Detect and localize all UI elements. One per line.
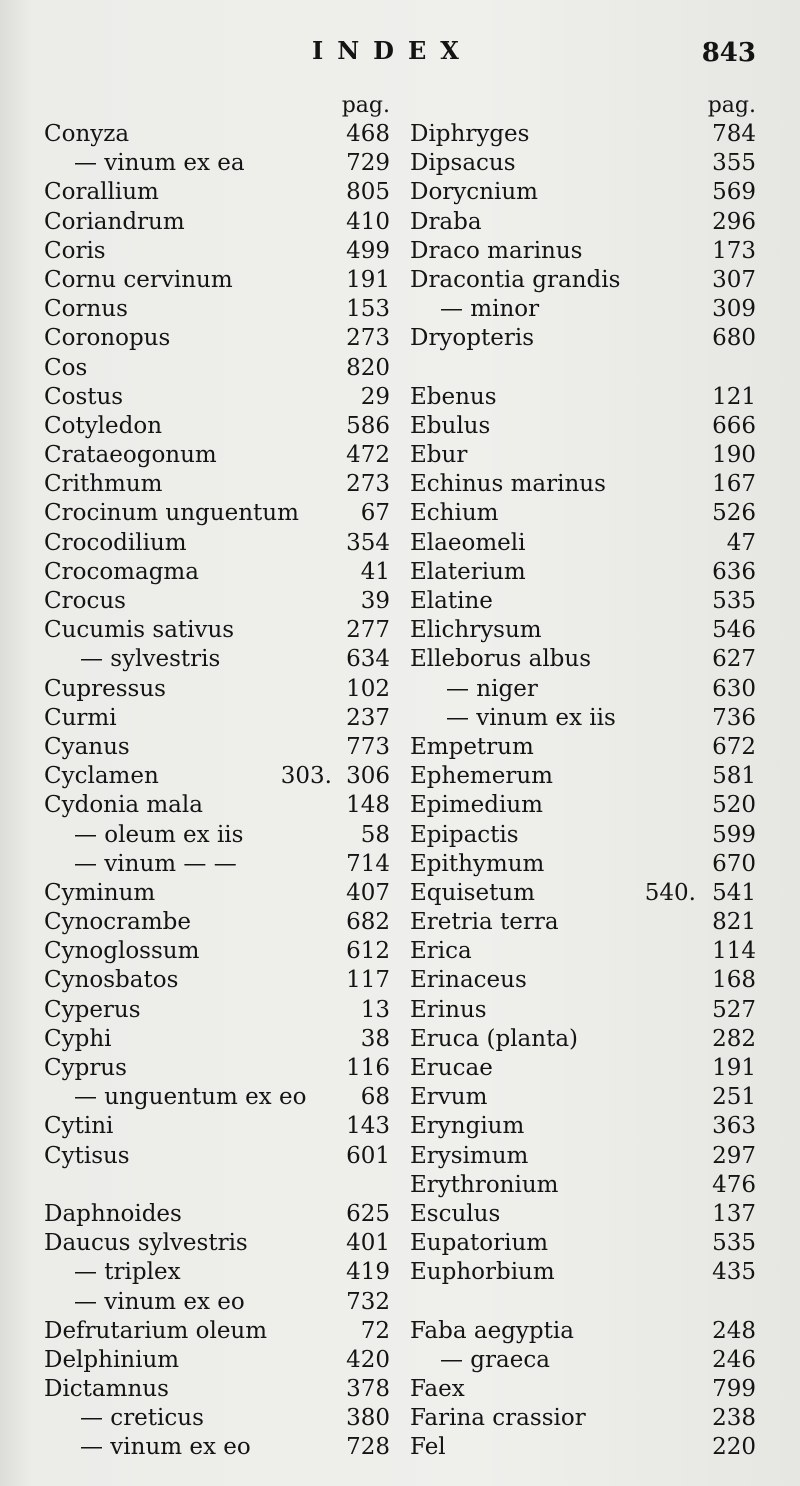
index-term: Fel [410, 1434, 446, 1461]
index-page-ref: 472 [346, 442, 390, 469]
index-page-ref: 670 [712, 850, 756, 877]
index-page-ref: 581 [712, 763, 756, 790]
index-entry [410, 966, 756, 995]
index-page-ref: 682 [346, 909, 390, 936]
index-term: Crocomagma [44, 558, 199, 585]
index-page-ref: 72 [360, 1317, 390, 1344]
index-term: Erinaceus [410, 967, 527, 994]
index-term: Erinus [410, 996, 487, 1023]
index-term: Epipactis [410, 821, 519, 848]
index-term: Eretria terra [410, 909, 559, 936]
index-entry [410, 208, 756, 237]
index-entry [44, 354, 390, 383]
index-page-ref: 306 [346, 763, 390, 790]
page-title: INDEX [312, 36, 473, 65]
index-term: Crithmum [44, 471, 163, 498]
index-entry [410, 1346, 756, 1375]
index-page-ref: 237 [346, 704, 390, 731]
index-page-ref: 137 [712, 1200, 756, 1227]
index-page-ref-secondary: 303. [280, 763, 332, 790]
index-entry [44, 937, 390, 966]
index-page-ref: 248 [712, 1317, 756, 1344]
index-entry [410, 879, 756, 908]
index-term: Cytini [44, 1113, 114, 1140]
index-term: Crataeogonum [44, 442, 217, 469]
index-page-ref: 167 [712, 471, 756, 498]
index-entry [410, 1200, 756, 1229]
index-term: Elaeomeli [410, 529, 526, 556]
index-term: Dictamnus [44, 1376, 169, 1403]
index-term: Cucumis sativus [44, 617, 235, 644]
index-term: Cotyledon [44, 412, 163, 439]
index-page-ref: 13 [360, 996, 390, 1023]
index-entry [44, 1346, 390, 1375]
index-entry [44, 966, 390, 995]
index-term: Cynocrambe [44, 909, 191, 936]
index-page-ref: 410 [346, 208, 390, 235]
index-entry [44, 208, 390, 237]
index-page-ref: 627 [712, 646, 756, 673]
index-term: Costus [44, 383, 124, 410]
index-term: — creticus [80, 1405, 204, 1432]
index-entry [44, 383, 390, 412]
index-term: Ebenus [410, 383, 497, 410]
index-page-ref-secondary: 540. [644, 879, 696, 906]
index-entry [410, 937, 756, 966]
index-entry [44, 1404, 390, 1433]
index-page-ref: 526 [712, 500, 756, 527]
index-entry [44, 441, 390, 470]
index-page-ref: 282 [712, 1025, 756, 1052]
index-page-ref: 190 [712, 442, 756, 469]
index-page-ref: 153 [346, 296, 390, 323]
index-page-ref: 601 [346, 1142, 390, 1169]
index-page-ref: 821 [712, 909, 756, 936]
pag-label: pag. [341, 93, 390, 118]
index-term: — vinum ex iis [446, 704, 616, 731]
index-term: Faex [410, 1376, 465, 1403]
index-page-ref: 527 [712, 996, 756, 1023]
index-term: — oleum ex iis [74, 821, 244, 848]
index-entry [44, 1112, 390, 1141]
index-page-ref: 102 [346, 675, 390, 702]
index-entry [44, 412, 390, 441]
index-column-right [410, 92, 756, 1463]
index-page-ref: 277 [346, 617, 390, 644]
index-page-ref: 476 [712, 1171, 756, 1198]
index-page-ref: 666 [712, 412, 756, 439]
index-term: Coronopus [44, 325, 171, 352]
index-term: Ephemerum [410, 763, 553, 790]
index-term: Elaterium [410, 558, 526, 585]
index-entry [410, 1433, 756, 1462]
index-term: Cynosbatos [44, 967, 179, 994]
index-page-ref: 546 [712, 617, 756, 644]
index-term: Cupressus [44, 675, 166, 702]
index-page-ref: 121 [712, 383, 756, 410]
index-term: Dipsacus [410, 150, 516, 177]
index-entry [44, 996, 390, 1025]
index-entry [410, 733, 756, 762]
index-page-ref: 728 [346, 1434, 390, 1461]
index-entry [44, 1288, 390, 1317]
index-term: Curmi [44, 704, 117, 731]
index-entry [44, 1025, 390, 1054]
index-term: Erica [410, 938, 472, 965]
index-page-ref: 380 [346, 1405, 390, 1432]
index-term: Cyperus [44, 996, 141, 1023]
index-page-ref: 634 [346, 646, 390, 673]
index-entry [410, 616, 756, 645]
index-entry [44, 733, 390, 762]
index-page-ref: 714 [346, 850, 390, 877]
index-page-ref: 297 [712, 1142, 756, 1169]
index-page-ref: 68 [360, 1084, 390, 1111]
index-page-ref: 773 [346, 733, 390, 760]
index-term: — vinum ex eo [74, 1288, 245, 1315]
index-page-ref: 729 [346, 150, 390, 177]
index-page-ref: 612 [346, 938, 390, 965]
index-entry [44, 1083, 390, 1112]
index-entry [410, 1229, 756, 1258]
index-page-ref: 569 [712, 179, 756, 206]
index-entry [44, 1433, 390, 1462]
index-page-ref: 799 [712, 1376, 756, 1403]
index-page-ref: 401 [346, 1230, 390, 1257]
index-term: Echium [410, 500, 499, 527]
index-page-ref: 636 [712, 558, 756, 585]
index-entry [410, 120, 756, 149]
index-term: Coris [44, 237, 106, 264]
index-entry [410, 791, 756, 820]
index-entry [44, 1054, 390, 1083]
index-entry [410, 324, 756, 353]
index-page-ref: 116 [346, 1055, 390, 1081]
index-term: Epimedium [410, 792, 543, 819]
index-term: Esculus [410, 1200, 501, 1227]
index-entry [44, 529, 390, 558]
index-page-ref: 246 [712, 1346, 756, 1373]
index-term: Cydonia mala [44, 792, 203, 819]
index-entry [410, 295, 756, 324]
index-entry [410, 675, 756, 704]
index-page-ref: 541 [712, 879, 756, 906]
index-term: Daphnoides [44, 1200, 182, 1227]
index-page-ref: 273 [346, 471, 390, 498]
index-term: Delphinium [44, 1346, 180, 1373]
index-entry [44, 1200, 390, 1229]
index-page-ref: 435 [712, 1259, 756, 1286]
index-entry [44, 1317, 390, 1346]
index-entry [410, 908, 756, 937]
index-term: Farina crassior [410, 1405, 586, 1432]
index-entry [410, 850, 756, 879]
index-term: Elatine [410, 588, 493, 614]
index-entry [410, 821, 756, 850]
index-page-ref: 41 [360, 558, 390, 585]
index-page-ref: 520 [712, 792, 756, 819]
index-page-ref: 535 [712, 1230, 756, 1257]
index-term: Eryngium [410, 1113, 525, 1140]
index-term: Crocus [44, 588, 126, 614]
index-entry [44, 675, 390, 704]
index-entry [410, 1375, 756, 1404]
index-entry [410, 587, 756, 616]
index-entry [44, 704, 390, 733]
index-term: Cos [44, 354, 88, 381]
index-page-ref: 38 [360, 1025, 390, 1052]
index-entry [410, 383, 756, 412]
index-entry [44, 295, 390, 324]
index-page-ref: 354 [346, 529, 390, 556]
index-page-ref: 296 [712, 208, 756, 235]
index-entry [44, 324, 390, 353]
index-page-ref: 273 [346, 325, 390, 352]
index-page-ref: 191 [712, 1055, 756, 1081]
index-page-ref: 419 [346, 1259, 390, 1286]
index-entry [410, 237, 756, 266]
index-entry [44, 908, 390, 937]
index-page-ref: 355 [712, 150, 756, 177]
index-entry [44, 1258, 390, 1287]
index-entry [44, 821, 390, 850]
index-term: Empetrum [410, 733, 534, 760]
index-page-ref: 148 [346, 792, 390, 819]
index-term: Corallium [44, 179, 159, 206]
index-term: Elichrysum [410, 617, 542, 644]
index-term: Eruca (planta) [410, 1025, 579, 1052]
index-term: Coriandrum [44, 208, 185, 235]
index-page-ref: 736 [712, 704, 756, 731]
index-entry [410, 1317, 756, 1346]
index-term: Euphorbium [410, 1259, 555, 1286]
page-number: 843 [701, 38, 756, 68]
index-page-ref: 143 [346, 1113, 390, 1140]
index-term: — sylvestris [80, 646, 221, 673]
index-entry [410, 645, 756, 674]
index-page-ref: 363 [712, 1113, 756, 1140]
index-entry [410, 558, 756, 587]
index-entry [410, 470, 756, 499]
index-page-ref: 251 [712, 1084, 756, 1111]
index-term: Draba [410, 208, 482, 235]
index-term: Dorycnium [410, 179, 538, 206]
index-term: Ebulus [410, 412, 491, 439]
index-term: Cyprus [44, 1055, 127, 1081]
index-page-ref: 309 [712, 296, 756, 323]
index-page-ref: 420 [346, 1346, 390, 1373]
index-page-ref: 47 [726, 529, 756, 556]
index-page-ref: 535 [712, 588, 756, 614]
index-page-ref: 307 [712, 266, 756, 293]
index-page-ref: 238 [712, 1405, 756, 1432]
index-term: Epithymum [410, 850, 545, 877]
index-entry [410, 1112, 756, 1141]
index-entry [44, 645, 390, 674]
index-term: Cornus [44, 296, 128, 323]
index-entry [44, 879, 390, 908]
index-entry [410, 412, 756, 441]
index-entry [410, 1083, 756, 1112]
index-page-ref: 499 [346, 237, 390, 264]
pag-label: pag. [707, 93, 756, 118]
index-term: Crocodilium [44, 529, 187, 556]
index-term: Erucae [410, 1055, 493, 1081]
index-term: Ebur [410, 442, 468, 469]
index-term: Diphryges [410, 121, 530, 147]
index-entry [410, 266, 756, 295]
index-entry [410, 704, 756, 733]
index-entry [410, 762, 756, 791]
page-header [0, 34, 800, 74]
section-gap [44, 1171, 390, 1200]
index-page-ref: 117 [346, 967, 390, 994]
index-page-ref: 680 [712, 325, 756, 352]
index-page-ref: 191 [346, 266, 390, 293]
index-term: Daucus sylvestris [44, 1230, 248, 1257]
index-entry [410, 996, 756, 1025]
index-page-ref: 58 [360, 821, 390, 848]
index-entry [410, 529, 756, 558]
index-entry [410, 1171, 756, 1200]
index-term: Conyza [44, 121, 130, 147]
index-page-ref: 67 [360, 500, 390, 527]
index-term: Cynoglossum [44, 938, 200, 965]
index-entry [44, 178, 390, 207]
index-page-ref: 805 [346, 179, 390, 206]
index-entry [44, 587, 390, 616]
index-term: — minor [440, 296, 540, 323]
index-term: Draco marinus [410, 237, 583, 264]
index-page-ref: 407 [346, 879, 390, 906]
index-entry [44, 266, 390, 295]
index-page-ref: 599 [712, 821, 756, 848]
index-page-ref: 625 [346, 1200, 390, 1227]
index-entry [410, 1258, 756, 1287]
index-page-ref: 114 [712, 938, 756, 965]
section-gap [410, 354, 756, 383]
index-entry [44, 1229, 390, 1258]
index-entry [44, 791, 390, 820]
index-entry [44, 558, 390, 587]
index-page-ref: 378 [346, 1376, 390, 1403]
index-term: Dryopteris [410, 325, 535, 352]
index-term: Cornu cervinum [44, 266, 233, 293]
index-page-ref: 39 [360, 588, 390, 614]
index-page-ref: 29 [360, 383, 390, 410]
index-page-ref: 173 [712, 237, 756, 264]
index-entry [44, 762, 390, 791]
index-term: — triplex [74, 1259, 181, 1286]
index-entry [410, 441, 756, 470]
index-entry [410, 1054, 756, 1083]
index-term: Erythronium [410, 1171, 559, 1198]
index-entry [410, 1025, 756, 1054]
index-entry [44, 499, 390, 528]
index-page-ref: 672 [712, 733, 756, 760]
index-term: — unguentum ex eo [74, 1084, 307, 1111]
index-entry [410, 499, 756, 528]
index-entry [44, 120, 390, 149]
index-term: Elleborus albus [410, 646, 592, 673]
index-term: Faba aegyptia [410, 1317, 574, 1344]
index-entry [44, 237, 390, 266]
index-entry [44, 1142, 390, 1171]
index-page-ref: 784 [712, 121, 756, 147]
index-page-ref: 168 [712, 967, 756, 994]
index-term: Defrutarium oleum [44, 1317, 268, 1344]
section-gap [410, 1288, 756, 1317]
index-term: Cyphi [44, 1025, 112, 1052]
index-column-left [44, 92, 390, 1463]
index-term: — vinum ex eo [80, 1434, 251, 1461]
index-page-ref: 468 [346, 121, 390, 147]
index-entry [44, 1375, 390, 1404]
index-page-ref: 630 [712, 675, 756, 702]
index-page-ref: 732 [346, 1288, 390, 1315]
index-term: Echinus marinus [410, 471, 606, 498]
index-page-ref: 820 [346, 354, 390, 381]
index-term: Ervum [410, 1084, 488, 1111]
index-term: Equisetum [410, 879, 535, 906]
index-entry [410, 1404, 756, 1433]
index-term: Cytisus [44, 1142, 130, 1169]
index-term: Cyanus [44, 733, 130, 760]
index-term: Eupatorium [410, 1230, 549, 1257]
index-entry [410, 178, 756, 207]
index-term: — vinum — — [74, 850, 237, 877]
index-page-ref: 220 [712, 1434, 756, 1461]
index-term: Crocinum unguentum [44, 500, 299, 527]
index-term: Cyminum [44, 879, 156, 906]
index-term: Dracontia grandis [410, 266, 621, 293]
index-term: — graeca [440, 1346, 550, 1373]
index-entry [410, 149, 756, 178]
index-entry [44, 470, 390, 499]
index-page-ref: 586 [346, 412, 390, 439]
index-entry [44, 616, 390, 645]
index-entry [44, 850, 390, 879]
index-entry [44, 149, 390, 178]
index-term: Erysimum [410, 1142, 529, 1169]
index-term: — vinum ex ea [74, 150, 245, 177]
index-term: Cyclamen [44, 763, 159, 790]
index-term: — niger [446, 675, 538, 702]
index-entry [410, 1142, 756, 1171]
